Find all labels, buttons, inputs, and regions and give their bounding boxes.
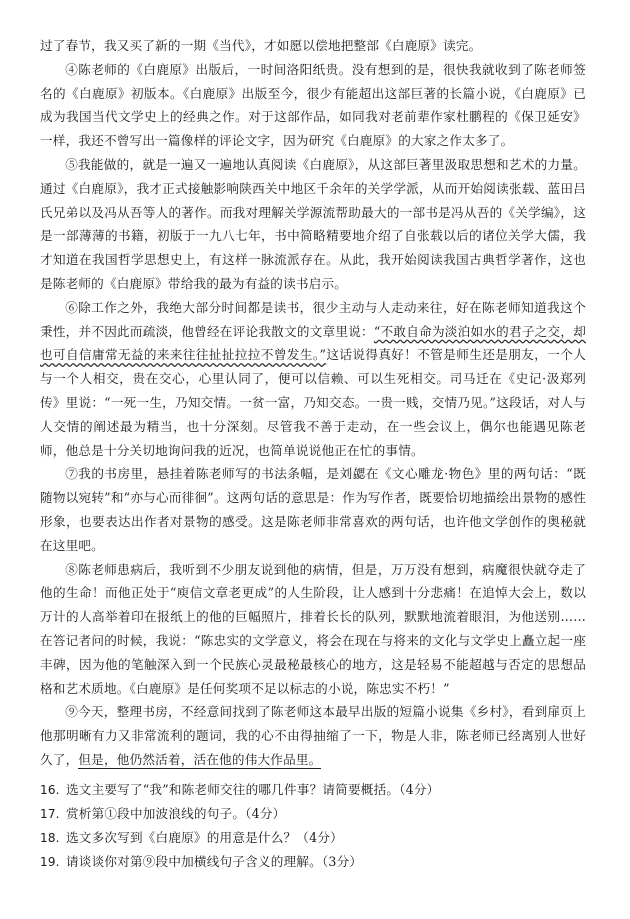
question-19 [40, 850, 586, 874]
paragraph-4: ④陈老师的《白鹿原》出版后，一时间洛阳纸贵。没有想到的是，很快我就收到了陈老师签名的《白鹿原》初版本。《白鹿原》出版至今，很少有能超出这部巨著的长篇小说，《白鹿原》已成为我国当代文学史上的经典之作。对于这部作品，如同我对老前辈作家杜鹏程的《保卫延安》一样，我还不曾写出一篇像样的评论文字，因为研究《白鹿原》的大家之作太多了。 [40, 61, 586, 149]
question-text: 请谈谈你对第⑨段中加横线句子含义的理解。（3分） [66, 853, 363, 869]
paragraph-6 [40, 296, 586, 463]
paragraph-9 [40, 700, 586, 771]
question-text: 选文主要写了“我”和陈老师交往的哪几件事？请简要概括。（4分） [66, 781, 440, 797]
paragraph-5: ⑤我能做的，就是一遍又一遍地认真阅读《白鹿原》，从这部巨著里汲取思想和艺术的力量。通过《白鹿原》，我才正式接触影响陕西关中地区千余年的关学学派，从而开始阅读张载、蓝田吕氏兄弟以及冯从吾等人的著作。而我对理解关学源流帮助最大的一部书是冯从吾的《关学编》，这是一部薄薄的书籍，初版于一九八七年，书中简略精要地介绍了自张载以后的诸位关学大儒，我才知道在我国哲学思想史上，有这样一脉流派存在。从此，我开始阅读我国古典哲学著作，这也是陈老师的《白鹿原》带给我的最为有益的读书启示。 [40, 156, 586, 291]
paragraph-6-part-b: 这话说得真好！不管是师生还是朋友，一个人与一个人相交，贵在交心，心里认同了，便可以信赖、可以生死相交。司马迁在《史记·汲郑列传》里说：“一死一生，乃知交情。一贫一富，乃知交态。一贵一贱，交情乃见。”这段话，对人与人交情的阐述最为精当，也十分深刻。尽管我不善于走动，在一些会议上，偶尔也能遇见陈老师，他总是十分关切地询问我的近况，也简单说说他正在忙的事情。 [40, 347, 586, 458]
question-list [40, 778, 586, 874]
question-number: 18. [40, 830, 60, 845]
question-text: 选文多次写到《白鹿原》的用意是什么？（4分） [66, 829, 343, 845]
reading-passage [40, 34, 586, 772]
question-number: 16. [40, 782, 60, 797]
paragraph-intro: 过了春节，我又买了新的一期《当代》，才如愿以偿地把整部《白鹿原》读完。 [40, 38, 482, 53]
wavy-underlined-quote: “不敢自命为淡泊如水的君子之交，却也可自信庸常无益的来来往往扯扯拉拉不曾发生。” [40, 323, 586, 363]
paragraph-7: ⑦我的书房里，悬挂着陈老师写的书法条幅，是刘勰在《文心雕龙·物色》里的两句话：“既随物以宛转”和“亦与心而徘徊”。这两句话的意思是：作为写作者，既要恰切地描绘出景物的感性形象，也要表达出作者对景物的感受。这是陈老师非常喜欢的两句话，也许他文学创作的奥秘就在这里吧。 [40, 466, 586, 553]
question-18 [40, 826, 586, 850]
question-text: 赏析第①段中加波浪线的句子。（4分） [66, 805, 286, 821]
paragraph-8: ⑧陈老师患病后，我听到不少朋友说到他的病情，但是，万万没有想到，病魔很快就夺走了他的生命！而他正处于“庾信文章老更成”的人生阶段，让人感到十分悲痛！在追悼大会上，数以万计的人高举着印在报纸上的他的巨幅照片，排着长长的队列，默默地流着眼泪，为他送别……在答记者问的时候，我说：“陈忠实的文学意义，将会在现在与将来的文化与文学史上矗立起一座丰碑，因为他的笔触深入到一个民族心灵最秘最核心的地方，这是轻易不能超越与否定的思想品格和艺术质地。《白鹿原》是任何奖项不足以标志的小说，陈忠实不朽！” [40, 561, 586, 696]
question-17 [40, 802, 586, 826]
paragraph-6-part-a: ⑥除工作之外，我绝大部分时间都是读书，很少主动与人走动来往，好在陈老师知道我这个秉性，并不因此而疏淡，他曾经在评论我散文的文章里说： [40, 299, 586, 339]
question-number: 19. [40, 854, 60, 869]
question-16 [40, 778, 586, 802]
paragraph-9-part-a: ⑨今天，整理书房，不经意间找到了陈老师这本最早出版的短篇小说集《乡村》，看到扉页上他那明晰有力又非常流利的题词，我的心不由得抽缩了一下，物是人非，陈老师已经离别人世好久了， [40, 704, 586, 767]
underlined-sentence: 但是，他仍然活着，活在他的伟大作品里。 [78, 751, 322, 767]
question-number: 17. [40, 806, 60, 821]
